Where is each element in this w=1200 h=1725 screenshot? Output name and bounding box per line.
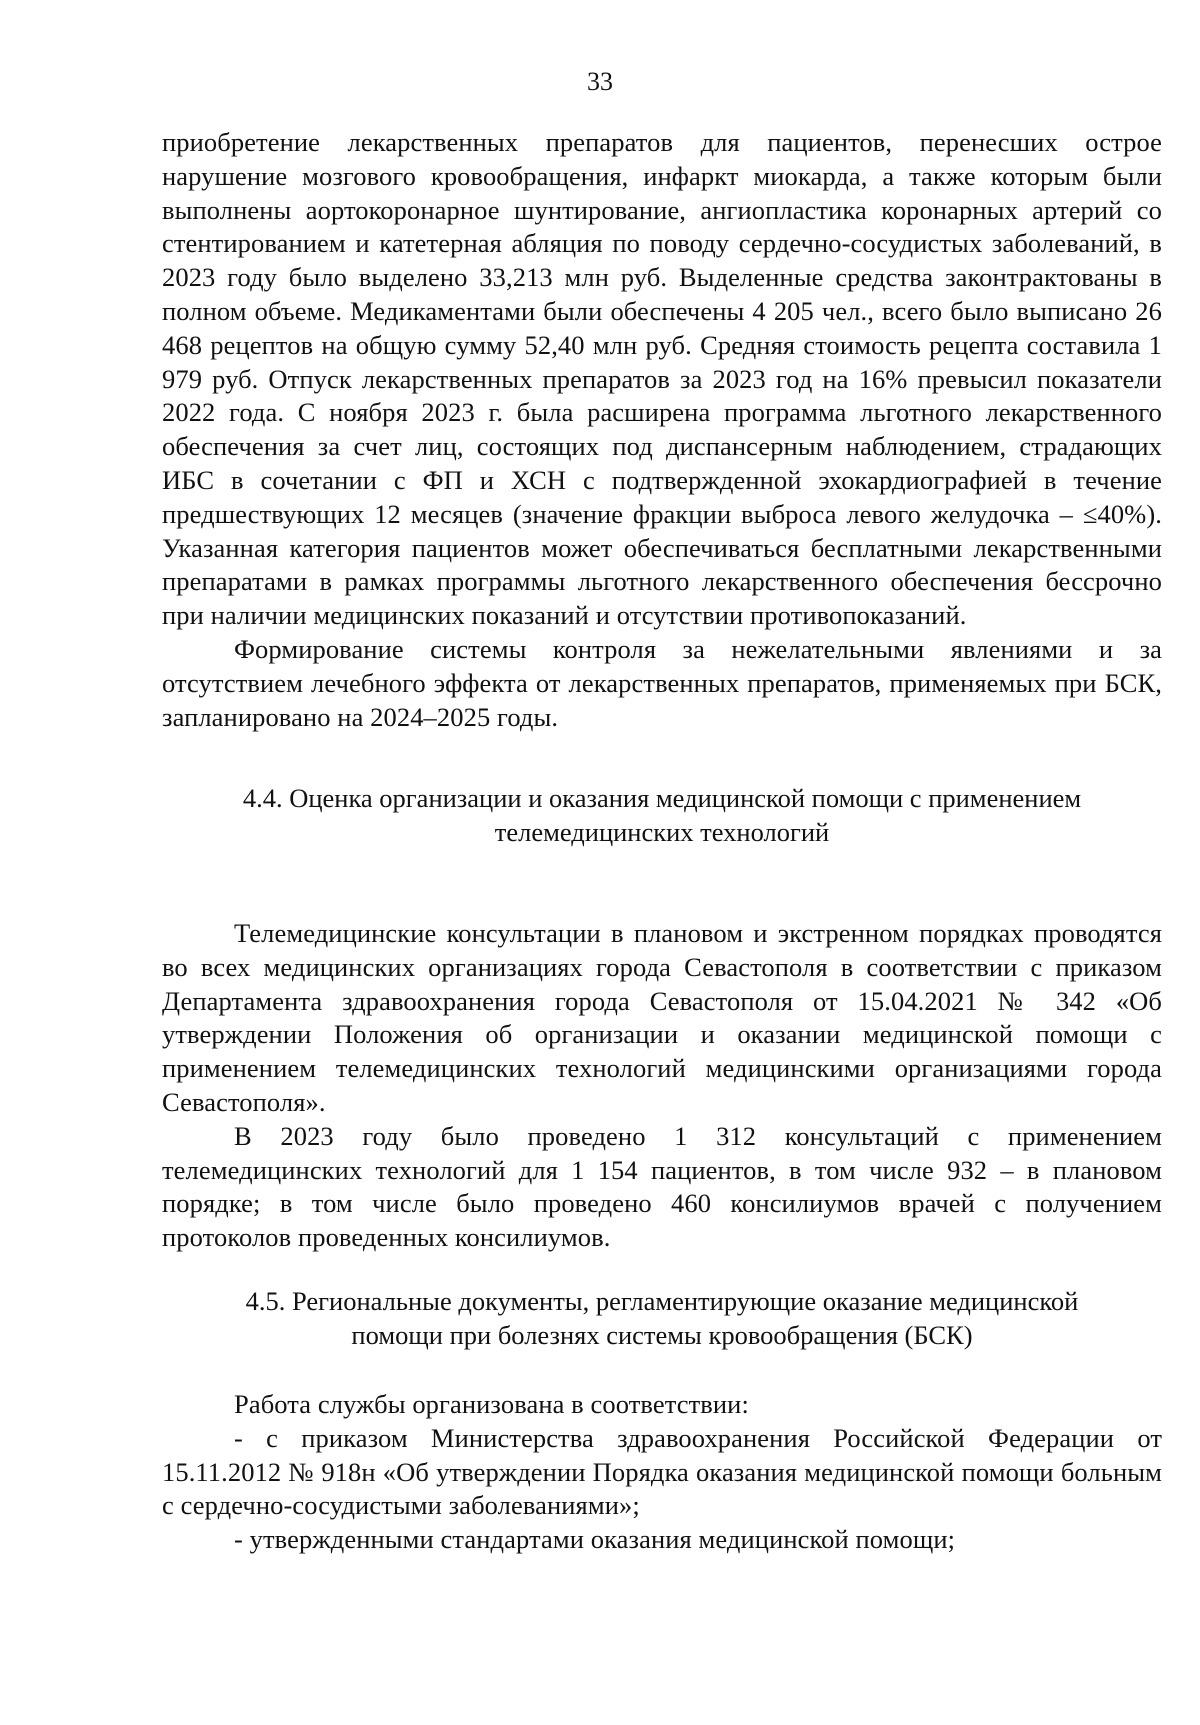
body-text-top [162, 126, 1162, 734]
heading-line: телемедицинских технологий [494, 816, 830, 847]
paragraph-telemedicine-consultations: Телемедицинские консультации в плановом и экстренном порядках проводятся во всех медицинских организациях города Севастополя в соответствии с приказом Департамента здравоохранения города Севастополя от 15.04.2021 № 342 «Об утверждении Положения об организации и оказании медицинской помощи с применением телемедицинских технологий медицинскими организациями города Севастополя». [162, 918, 1162, 1117]
list-item-standards: - утвержденными стандартами оказания медицинской помощи; [234, 1524, 956, 1555]
paragraph-drug-provision: приобретение лекарственных препаратов для пациентов, перенесших острое нарушение мозгового кровообращения, инфаркт миокарда, а также которым были выполнены аортокоронарное шунтирование, ангиопластика коронарных артерий со стентированием и катетерная абляция по поводу сердечно-сосудистых заболеваний, в 2023 году было выделено 33,213 млн руб. Выделенные средства законтрактованы в полном объеме. Медикаментами были обеспечены 4 205 чел., всего было выписано 26 468 рецептов на общую сумму 52,40 млн руб. Средняя стоимость рецепта составила 1 979 руб. Отпуск лекарственных препаратов за 2023 год на 16% превысил показатели 2022 года. С ноября 2023 г. была расширена программа льготного лекарственного обеспечения за счет лиц, состоящих под диспансерным наблюдением, страдающих ИБС в сочетании с ФП и ХСН с подтвержденной эхокардиографией в течение предшествующих 12 месяцев (значение фракции выброса левого желудочка – ≤40%). Указанная категория пациентов может обеспечиваться бесплатными лекарственными препаратами в рамках программы льготного лекарственного обеспечения бессрочно при наличии медицинских показаний и отсутствии противопоказаний. [162, 127, 1162, 631]
section-heading-4-4 [162, 782, 1162, 850]
heading-line: 4.5. Региональные документы, регламентирующие оказание медицинской [245, 1286, 1079, 1316]
paragraph-telemedicine-stats: В 2023 году было проведено 1 312 консультаций с применением телемедицинских технологий для 1 154 пациентов, в том числе 932 – в плановом порядке; в том числе было проведено 460 консилиумов врачей с получением протоколов проведенных консилиумов. [162, 1120, 1162, 1253]
section-heading-4-5 [162, 1285, 1162, 1353]
heading-line: помощи при болезнях системы кровообращения (БСК) [351, 1319, 973, 1350]
list-item-ministry-order: - с приказом Министерства здравоохранения Российской Федерации от 15.11.2012 № 918н «Об утверждении Порядка оказания медицинской помощи больным с сердечно-сосудистыми заболеваниями»; [162, 1422, 1162, 1521]
paragraph-control-system: Формирование системы контроля за нежелательными явлениями и за отсутствием лечебного эффекта от лекарственных препаратов, применяемых при БСК, запланировано на 2024–2025 годы. [162, 633, 1162, 732]
page-number: 33 [587, 67, 613, 96]
heading-line: 4.4. Оценка организации и оказания медицинской помощи с применением [242, 783, 1082, 813]
paragraph-service-basis: Работа службы организована в соответствии: [234, 1389, 749, 1419]
body-text-regional-documents [162, 1388, 1162, 1557]
body-text-telemedicine [162, 917, 1162, 1255]
